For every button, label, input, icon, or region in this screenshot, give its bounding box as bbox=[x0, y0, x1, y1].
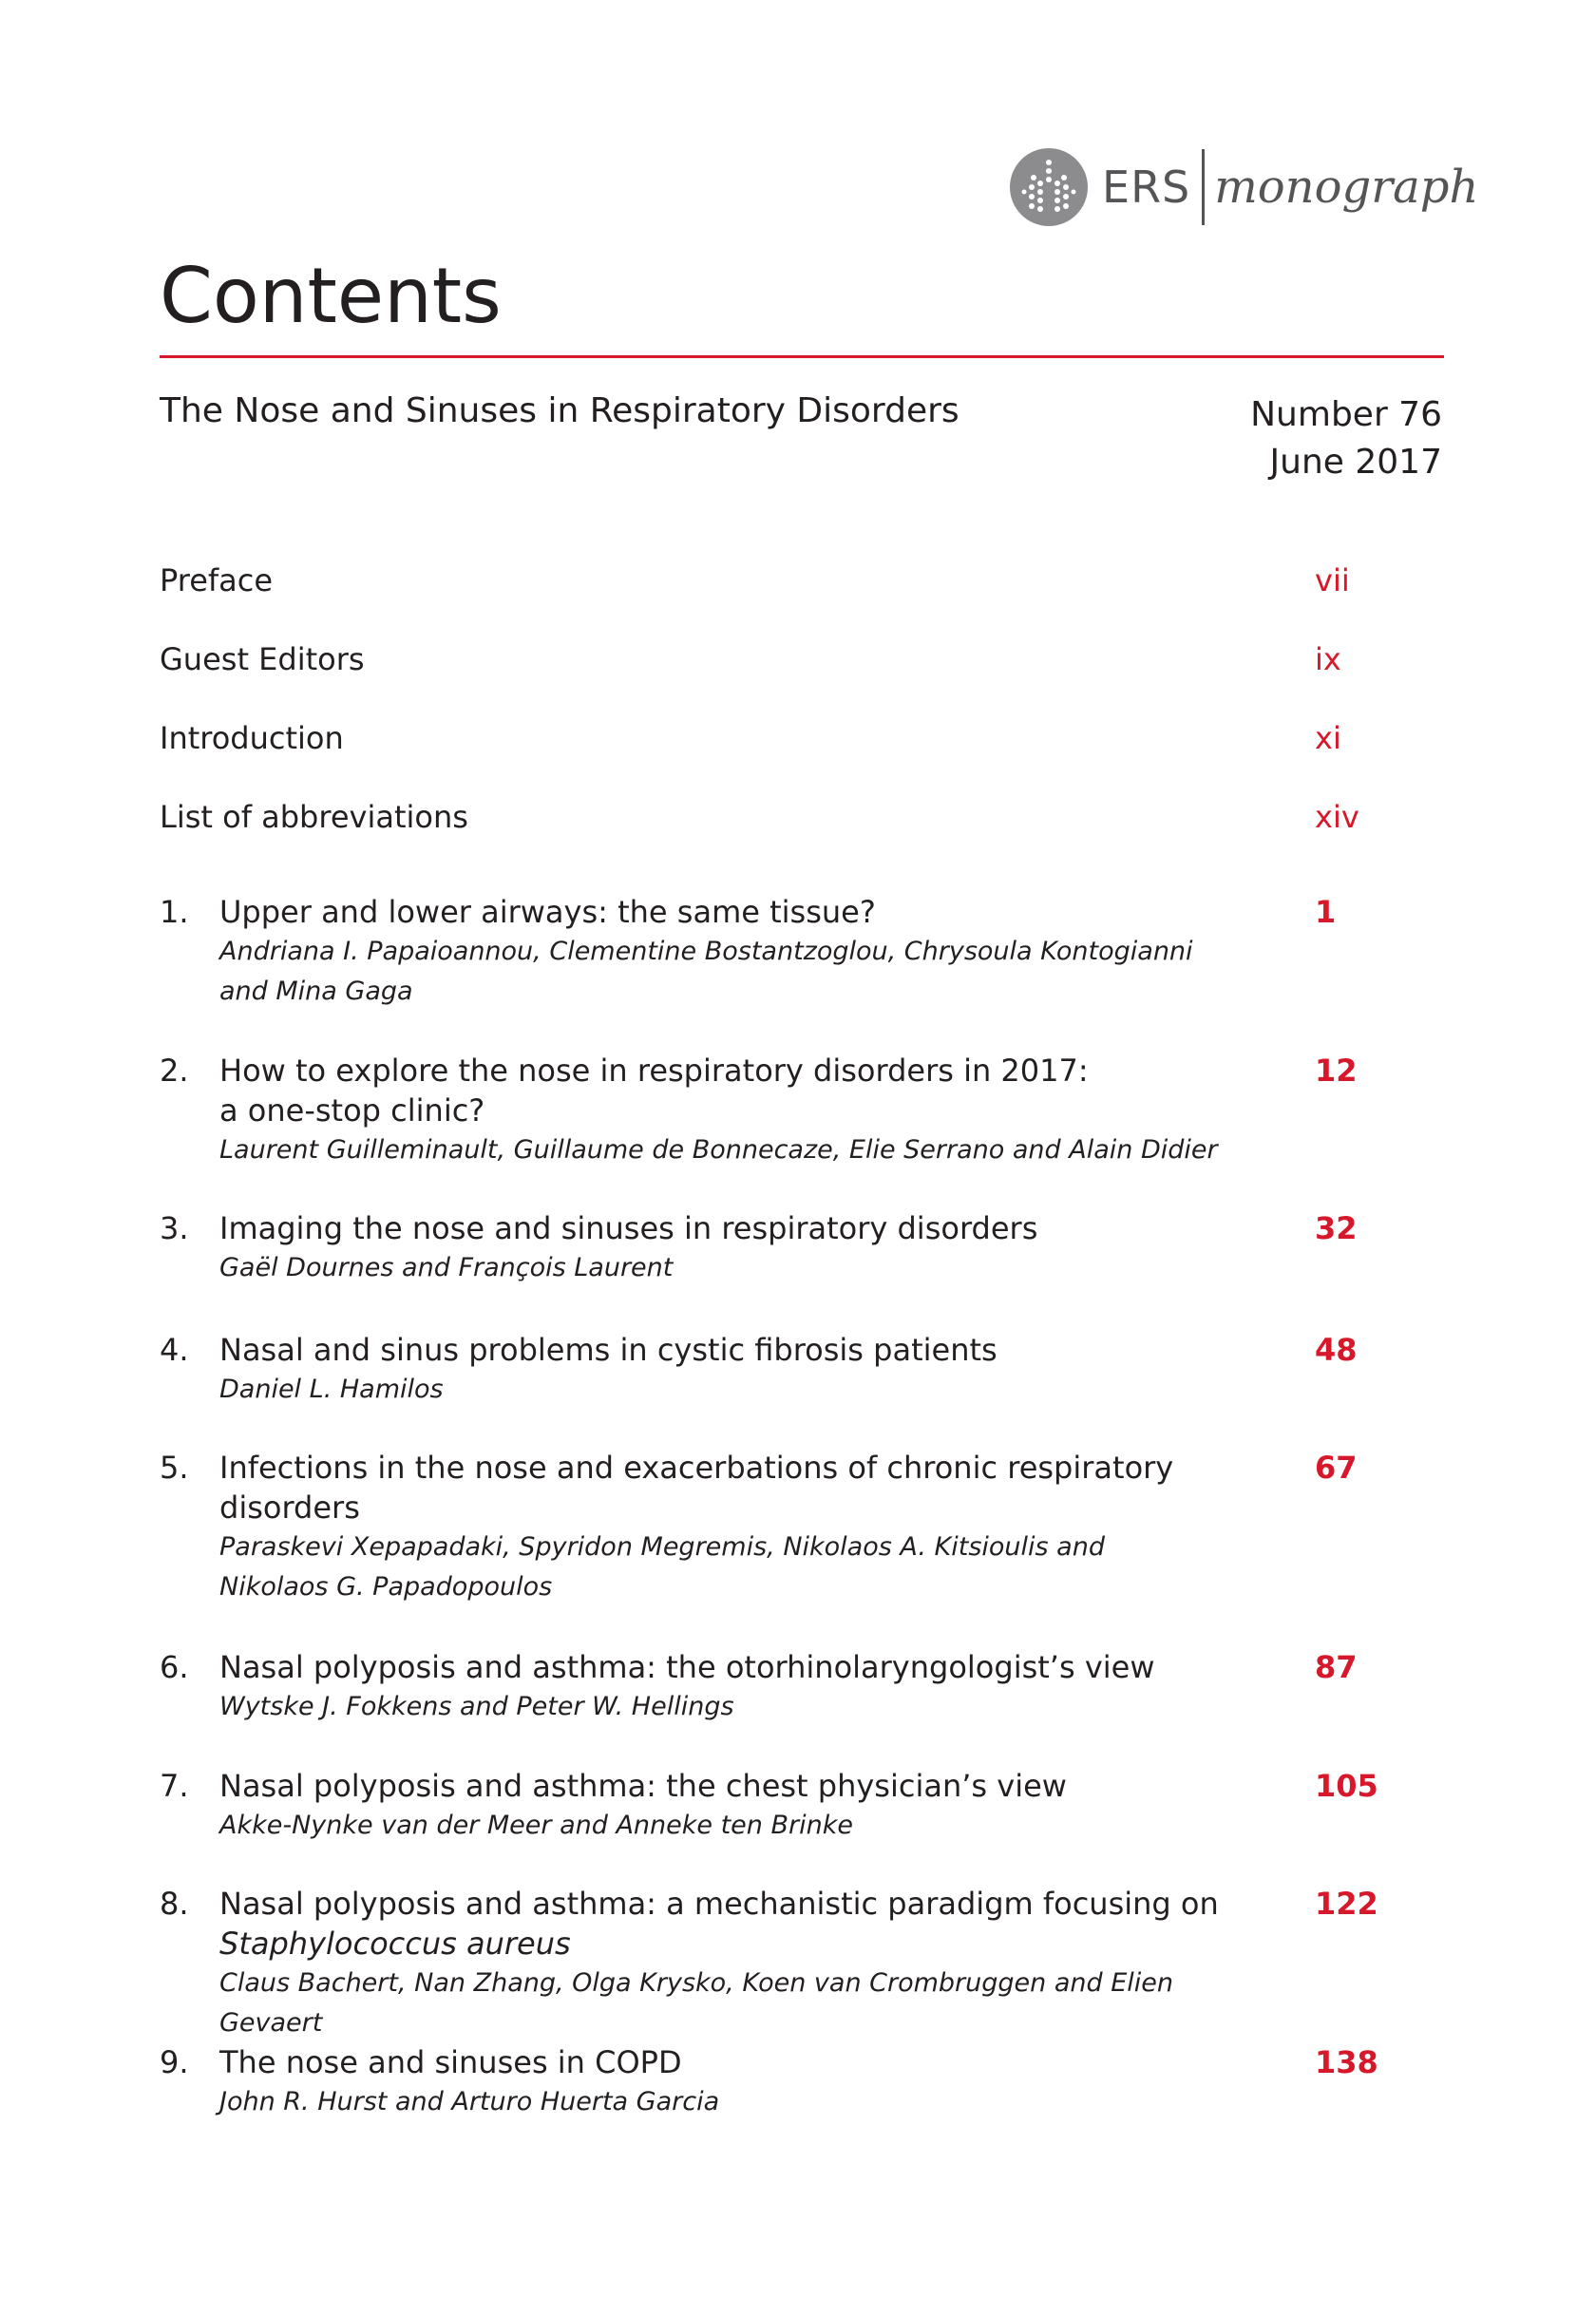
chapter-title: Nasal polyposis and asthma: the chest physician’s view bbox=[219, 1768, 1067, 1804]
chapter-entry[interactable] bbox=[160, 1448, 1395, 1607]
chapter-number: 6. bbox=[160, 1649, 189, 1685]
chapter-body bbox=[219, 1766, 1264, 1846]
toc-entry[interactable] bbox=[160, 559, 1395, 637]
issue-number: Number 76 bbox=[1250, 395, 1442, 434]
chapter-authors: and Mina Gaga bbox=[219, 977, 413, 1006]
chapter-entry[interactable] bbox=[160, 1647, 1395, 1727]
chapter-authors: John R. Hurst and Arturo Huerta Garcia bbox=[219, 2087, 720, 2116]
chapter-authors: Wytske J. Fokkens and Peter W. Hellings bbox=[219, 1692, 734, 1721]
table-of-contents bbox=[160, 559, 1395, 2116]
chapter-title: Nasal polyposis and asthma: the otorhinolaryngologist’s view bbox=[219, 1649, 1155, 1685]
chapter-body bbox=[219, 2042, 1264, 2122]
chapter-entry[interactable] bbox=[160, 892, 1395, 1012]
chapter-entry[interactable] bbox=[160, 1330, 1395, 1410]
chapter-title: Upper and lower airways: the same tissue? bbox=[219, 894, 876, 930]
monograph-subtitle: The Nose and Sinuses in Respiratory Disorders bbox=[160, 391, 960, 430]
chapter-title: How to explore the nose in respiratory disorders in 2017: bbox=[219, 1053, 1089, 1089]
chapter-authors: Andriana I. Papaioannou, Clementine Bostantzoglou, Chrysoula Kontogianni bbox=[219, 937, 1193, 966]
toc-entry[interactable] bbox=[160, 795, 1395, 874]
chapter-title-continued: Staphylococcus aureus bbox=[219, 1926, 571, 1962]
toc-entry-label: Preface bbox=[160, 562, 274, 598]
chapter-body bbox=[219, 1647, 1264, 1727]
chapter-body bbox=[219, 1208, 1264, 1288]
chapter-body bbox=[219, 892, 1264, 1012]
toc-page-number: vii bbox=[1315, 562, 1350, 598]
toc-page-number: 48 bbox=[1315, 1332, 1358, 1368]
logo-product-text: monograph bbox=[1214, 161, 1479, 214]
chapter-authors: Gaël Dournes and François Laurent bbox=[219, 1253, 674, 1282]
chapter-number: 5. bbox=[160, 1450, 189, 1486]
chapter-entry[interactable] bbox=[160, 2042, 1395, 2122]
issue-info bbox=[1250, 391, 1442, 486]
chapter-title-continued: a one-stop clinic? bbox=[219, 1092, 485, 1129]
toc-page-number: 67 bbox=[1315, 1450, 1358, 1486]
issue-date: June 2017 bbox=[1269, 443, 1442, 482]
toc-page-number: 138 bbox=[1315, 2044, 1378, 2080]
chapter-entry[interactable] bbox=[160, 1884, 1395, 2043]
chapter-authors: Daniel L. Hamilos bbox=[219, 1375, 444, 1404]
toc-page-number: ix bbox=[1315, 641, 1341, 677]
chapter-body bbox=[219, 1448, 1264, 1607]
toc-page-number: 12 bbox=[1315, 1053, 1358, 1089]
toc-entry-label: Introduction bbox=[160, 720, 344, 756]
chapter-entry[interactable] bbox=[160, 1208, 1395, 1288]
chapter-title-continued: disorders bbox=[219, 1490, 360, 1526]
page-title: Contents bbox=[160, 252, 502, 340]
toc-page-number: xiv bbox=[1315, 799, 1359, 835]
ers-monograph-logo bbox=[1009, 144, 1478, 230]
chapter-entry[interactable] bbox=[160, 1766, 1395, 1846]
chapter-number: 9. bbox=[160, 2044, 189, 2080]
chapter-number: 2. bbox=[160, 1053, 189, 1089]
toc-page-number: 32 bbox=[1315, 1210, 1358, 1246]
chapter-number: 1. bbox=[160, 894, 189, 930]
ers-lungs-icon bbox=[1009, 147, 1089, 227]
toc-entry[interactable] bbox=[160, 637, 1395, 716]
toc-entry-label: List of abbreviations bbox=[160, 799, 468, 835]
toc-entry[interactable] bbox=[160, 716, 1395, 795]
title-divider bbox=[160, 355, 1444, 358]
chapter-number: 8. bbox=[160, 1886, 189, 1922]
toc-page-number: 1 bbox=[1315, 894, 1337, 930]
chapter-body bbox=[219, 1884, 1264, 2043]
chapter-title: Infections in the nose and exacerbations of chronic respiratory bbox=[219, 1450, 1174, 1486]
logo-divider bbox=[1202, 149, 1205, 225]
chapter-authors: Akke-Nynke van der Meer and Anneke ten Brinke bbox=[219, 1811, 853, 1840]
chapter-title: Nasal polyposis and asthma: a mechanistic paradigm focusing on bbox=[219, 1886, 1219, 1922]
chapter-number: 7. bbox=[160, 1768, 189, 1804]
toc-page-number: xi bbox=[1315, 720, 1341, 756]
chapter-number: 3. bbox=[160, 1210, 189, 1246]
logo-brand-text: ERS bbox=[1102, 161, 1191, 213]
toc-page-number: 87 bbox=[1315, 1649, 1358, 1685]
chapter-title: The nose and sinuses in COPD bbox=[219, 2044, 682, 2080]
chapter-authors: Paraskevi Xepapadaki, Spyridon Megremis, Nikolaos A. Kitsioulis and bbox=[219, 1532, 1105, 1562]
chapter-body bbox=[219, 1051, 1264, 1170]
front-matter-list bbox=[160, 559, 1395, 874]
chapter-entry[interactable] bbox=[160, 1051, 1395, 1170]
chapter-title: Nasal and sinus problems in cystic fibrosis patients bbox=[219, 1332, 998, 1368]
toc-page-number: 122 bbox=[1315, 1886, 1378, 1922]
chapter-authors: Nikolaos G. Papadopoulos bbox=[219, 1572, 553, 1602]
chapter-title: Imaging the nose and sinuses in respiratory disorders bbox=[219, 1210, 1038, 1246]
chapter-number: 4. bbox=[160, 1332, 189, 1368]
chapter-authors: Claus Bachert, Nan Zhang, Olga Krysko, Koen van Crombruggen and Elien Gevaert bbox=[219, 1968, 1174, 2038]
chapter-body bbox=[219, 1330, 1264, 1410]
toc-page-number: 105 bbox=[1315, 1768, 1378, 1804]
toc-entry-label: Guest Editors bbox=[160, 641, 365, 677]
chapter-authors: Laurent Guilleminault, Guillaume de Bonnecaze, Elie Serrano and Alain Didier bbox=[219, 1135, 1218, 1165]
